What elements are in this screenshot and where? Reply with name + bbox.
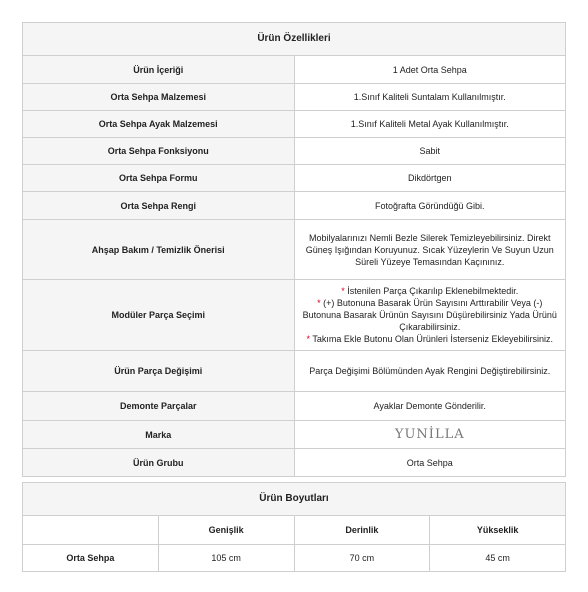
list-item bbox=[303, 285, 558, 297]
spec-label: Orta Sehpa Rengi bbox=[23, 192, 295, 220]
table-row bbox=[23, 84, 566, 111]
list-item bbox=[303, 333, 558, 345]
spec-value: 1 Adet Orta Sehpa bbox=[294, 56, 566, 84]
brand-logo: YUNİLLA bbox=[394, 426, 465, 442]
column-header: Derinlik bbox=[294, 516, 430, 545]
asterisk-icon: * bbox=[341, 286, 345, 296]
spec-label: Orta Sehpa Malzemesi bbox=[23, 84, 295, 111]
table-row bbox=[23, 165, 566, 192]
table-row bbox=[23, 138, 566, 165]
brand-cell bbox=[294, 421, 566, 449]
spec-label: Modüler Parça Seçimi bbox=[23, 280, 295, 351]
product-dimensions-table bbox=[22, 482, 566, 572]
table-row bbox=[23, 192, 566, 220]
spec-value: 1.Sınıf Kaliteli Suntalam Kullanılmıştır. bbox=[294, 84, 566, 111]
table-row bbox=[23, 516, 566, 545]
specs-title: Ürün Özellikleri bbox=[23, 23, 566, 56]
dimension-value: 45 cm bbox=[430, 545, 566, 572]
spec-label: Orta Sehpa Fonksiyonu bbox=[23, 138, 295, 165]
spec-value: Fotoğrafta Göründüğü Gibi. bbox=[294, 192, 566, 220]
column-header: Yükseklik bbox=[430, 516, 566, 545]
table-row bbox=[23, 351, 566, 392]
dimension-value: 105 cm bbox=[158, 545, 294, 572]
table-row bbox=[23, 449, 566, 477]
table-row bbox=[23, 56, 566, 84]
dimension-value: 70 cm bbox=[294, 545, 430, 572]
table-row bbox=[23, 111, 566, 138]
spec-label: Ürün Grubu bbox=[23, 449, 295, 477]
asterisk-icon: * bbox=[317, 298, 321, 308]
column-header: Genişlik bbox=[158, 516, 294, 545]
spec-value: Dikdörtgen bbox=[294, 165, 566, 192]
spec-label: Ahşap Bakım / Temizlik Önerisi bbox=[23, 220, 295, 280]
spec-label: Ürün İçeriği bbox=[23, 56, 295, 84]
asterisk-icon: * bbox=[306, 334, 311, 344]
list-item-text: (+) Butonuna Basarak Ürün Sayısını Arttırabilir Veya (-) Butonuna Basarak Ürünün Sayısını Düşürebilirsiniz Yada Ürünü Çıkarabilirsiniz. bbox=[302, 298, 557, 332]
spec-label: Demonte Parçalar bbox=[23, 392, 295, 421]
spec-value: 1.Sınıf Kaliteli Metal Ayak Kullanılmıştır. bbox=[294, 111, 566, 138]
spec-label: Marka bbox=[23, 421, 295, 449]
table-row bbox=[23, 545, 566, 572]
spec-value: Parça Değişimi Bölümünden Ayak Rengini Değiştirebilirsiniz. bbox=[294, 351, 566, 392]
list-item bbox=[303, 297, 558, 333]
dimensions-title: Ürün Boyutları bbox=[23, 483, 566, 516]
table-row bbox=[23, 421, 566, 449]
column-header-empty bbox=[23, 516, 159, 545]
row-label: Orta Sehpa bbox=[23, 545, 159, 572]
spec-value: Orta Sehpa bbox=[294, 449, 566, 477]
list-item-text: İstenilen Parça Çıkarılıp Eklenebilmektedir. bbox=[344, 286, 519, 296]
spec-value: Ayaklar Demonte Gönderilir. bbox=[294, 392, 566, 421]
spec-label: Orta Sehpa Formu bbox=[23, 165, 295, 192]
spec-value: Mobilyalarınızı Nemli Bezle Silerek Temizleyebilirsiniz. Direkt Güneş Işığından Koruyunuz. Sıcak Yüzeylerin Ve Suyun Uzun Süreli Yüzeye Temasından Kaçınınız. bbox=[294, 220, 566, 280]
spec-value: Sabit bbox=[294, 138, 566, 165]
product-specs-table bbox=[22, 22, 566, 477]
spec-label: Ürün Parça Değişimi bbox=[23, 351, 295, 392]
list-item-text: Takıma Ekle Butonu Olan Ürünleri İsterseniz Ekleyebilirsiniz. bbox=[310, 334, 553, 344]
table-row bbox=[23, 392, 566, 421]
table-row bbox=[23, 280, 566, 351]
spec-value-list bbox=[294, 280, 566, 351]
table-row bbox=[23, 220, 566, 280]
spec-label: Orta Sehpa Ayak Malzemesi bbox=[23, 111, 295, 138]
